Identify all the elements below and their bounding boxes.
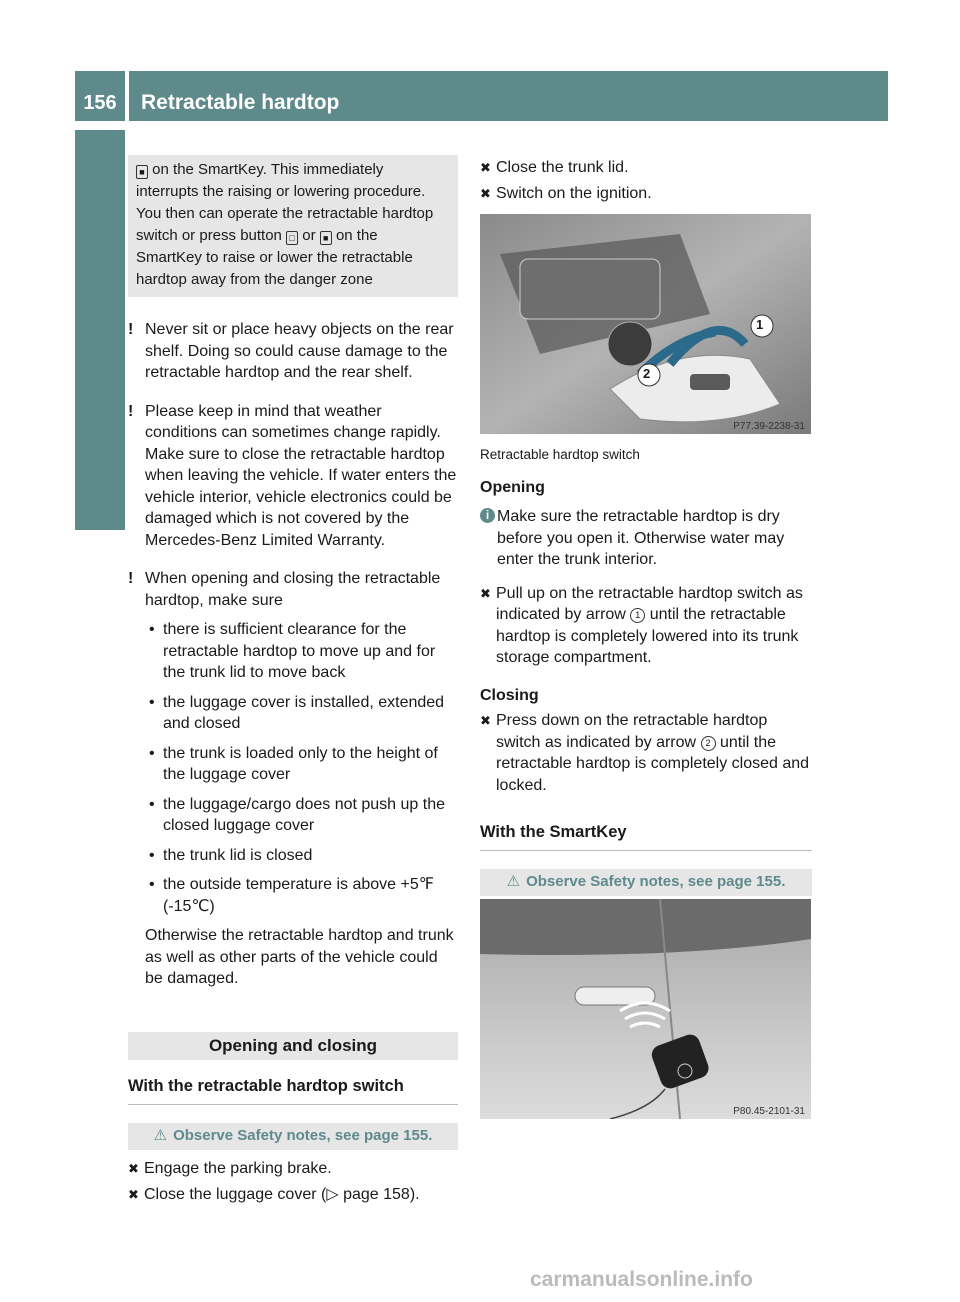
watermark: carmanualsonline.info (530, 1268, 753, 1291)
list-item: • the trunk lid is closed (149, 846, 313, 864)
step-close-hardtop: ✖ Press down on the retractable hardtop switch as indicated by arrow 2 until the retractable hardtop is completely closed and locked. (480, 712, 810, 794)
figure-code: P77.39-2238-31 (733, 421, 805, 432)
warning-icon: ! (128, 321, 134, 338)
right-column-lower (480, 444, 812, 896)
step-parking-brake: ✖ Engage the parking brake. (128, 1158, 458, 1180)
step-close-trunk: ✖ Close the trunk lid. (480, 157, 812, 179)
smartkey-title: With the SmartKey (480, 822, 812, 851)
lock-icon: ■ (320, 231, 332, 245)
list-item: • the luggage cover is installed, extended and closed (149, 693, 445, 732)
step-arrow-icon: ✖ (480, 185, 491, 201)
safety-note: ⚠ Observe Safety notes, see page 155. (480, 869, 812, 897)
figure-hardtop-switch (480, 214, 811, 434)
step-arrow-icon: ✖ (480, 160, 491, 175)
marker-1-inline: 1 (630, 608, 645, 623)
note-box: ■ on the SmartKey. This immediately interrupts the raising or lowering procedure. You then can operate the retractable hardtop switch or press button □ or ■ on the SmartKey to raise or lower the retractable hardtop away from the danger zone (128, 155, 458, 297)
info-note: i Make sure the retractable hardtop is dry before you open it. Otherwise water may enter the trunk interior. (480, 506, 812, 571)
figure-smartkey (480, 899, 811, 1119)
list-item: • the trunk is loaded only to the height of the luggage cover (149, 744, 438, 783)
warning-icon: ! (128, 402, 134, 420)
step-open-hardtop: ✖ Pull up on the retractable hardtop switch as indicated by arrow 1 until the retractable hardtop is completely lowered into its trunk storage compartment. (480, 584, 803, 666)
figure-code: P80.45-2101-31 (733, 1106, 805, 1117)
step-luggage-cover: ✖ Close the luggage cover (▷ page 158). (128, 1184, 458, 1206)
info-icon: i (480, 508, 495, 523)
caution-triangle-icon: ⚠ (506, 872, 521, 890)
unlock-icon: □ (286, 231, 298, 245)
list-item: • the luggage/cargo does not push up the closed luggage cover (149, 795, 445, 834)
warning-opening-closing: ! When opening and closing the retractable hardtop, make sure • there is sufficient clearance for the retractable hardtop to move up and for the trunk lid to move back • the luggage cover is installed, extended and closed • the trunk is loaded only to the height of the luggage cover • the luggage/cargo does not push up the closed luggage cover • the trunk lid is closed • the outside temperature is above +5℉ (-15℃) Otherwise the retractable hardtop and trunk as well as other parts of the vehicle could be damaged. (128, 568, 458, 990)
page-number: 156 (75, 71, 125, 121)
step-arrow-icon: ✖ (480, 585, 491, 601)
step-ignition: ✖ Switch on the ignition. (480, 183, 812, 205)
warning-rear-shelf: ! Never sit or place heavy objects on the rear shelf. Doing so could cause damage to the retractable hardtop and the rear shelf. (128, 321, 454, 381)
sidebar-section-label: Controls in detail (88, 343, 111, 515)
step-arrow-icon: ✖ (480, 713, 491, 728)
caution-triangle-icon: ⚠ (153, 1126, 168, 1144)
figure-caption: Retractable hardtop switch (480, 447, 640, 462)
left-column (128, 155, 458, 1205)
subsection-title: With the retractable hardtop switch (128, 1076, 458, 1105)
closing-title: Closing (480, 686, 539, 704)
page-title: Retractable hardtop (129, 71, 888, 121)
step-arrow-icon: ✖ (128, 1186, 139, 1202)
marker-1: 1 (756, 317, 764, 332)
marker-2: 2 (643, 366, 651, 381)
right-column (480, 153, 812, 204)
list-item: • there is sufficient clearance for the retractable hardtop to move up and for the trunk lid to move back (149, 621, 436, 681)
smartkey-illustration (480, 899, 811, 1119)
lock-icon: ■ (136, 165, 148, 179)
otherwise-text: Otherwise the retractable hardtop and trunk as well as other parts of the vehicle could be damaged. (145, 927, 454, 987)
warning-weather: ! Please keep in mind that weather conditions can sometimes change rapidly. Make sure to close the retractable hardtop when leaving the vehicle. If water enters the vehicle interior, vehicle electronics could be damaged which is not covered by the Mercedes-Benz Limited Warranty. (128, 402, 457, 549)
safety-note: ⚠ Observe Safety notes, see page 155. (128, 1123, 458, 1151)
section-title: Opening and closing (128, 1032, 458, 1061)
marker-2-inline: 2 (701, 736, 716, 751)
opening-title: Opening (480, 478, 545, 496)
step-arrow-icon: ✖ (128, 1161, 139, 1176)
list-item: • the outside temperature is above +5℉ (-15℃) (149, 876, 434, 915)
warning-icon: ! (128, 570, 134, 587)
